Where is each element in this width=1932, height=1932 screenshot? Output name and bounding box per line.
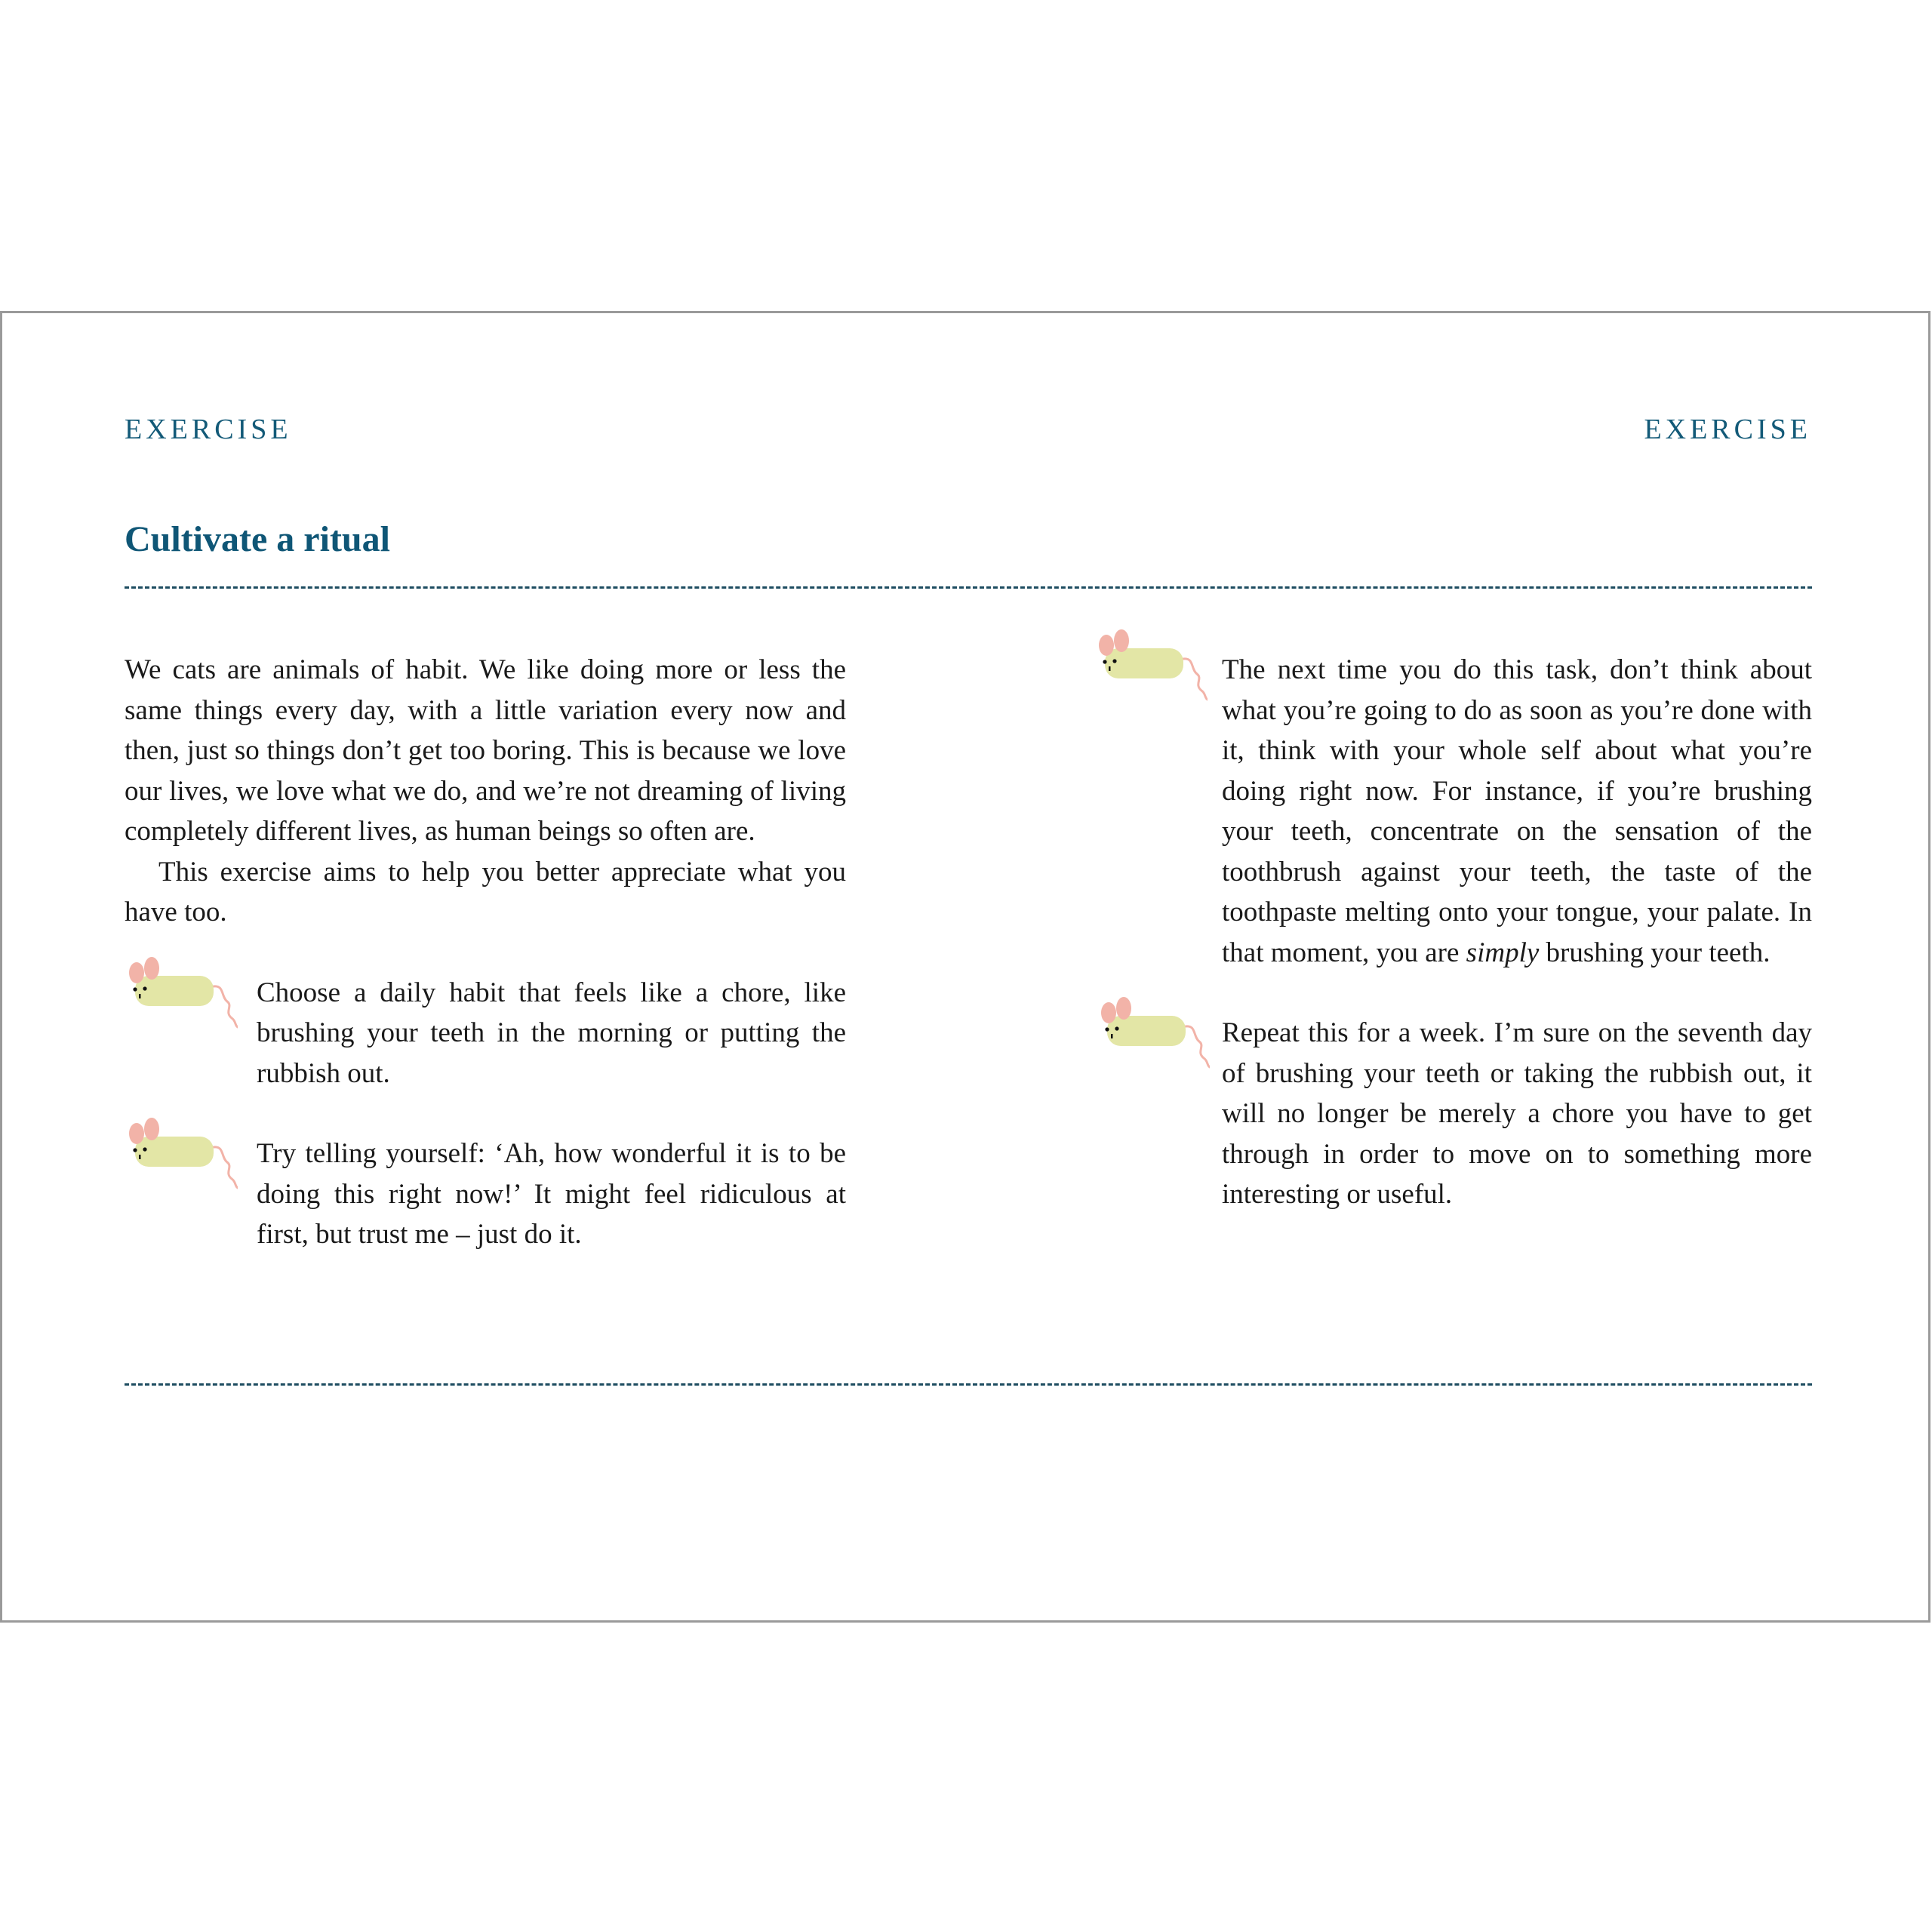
intro-paragraph: This exercise aims to help you better appreciate what you have too. xyxy=(125,856,846,928)
mouse-icon xyxy=(1094,629,1208,704)
dashed-divider-bottom xyxy=(125,1383,1812,1386)
running-head-right: EXERCISE xyxy=(1644,414,1811,445)
step-text-part: The next time you do this task, don’t think about what you’re going to do as soon as you’re done with it, think with your whole self about what you’re doing right now. For instance, if you’re brushing your teeth, concentrate on the sensation of the toothbrush against your teeth, the taste of the toothpaste melting onto your tongue, your palate. In that moment, you are xyxy=(1222,654,1812,968)
step-item xyxy=(125,1134,846,1255)
right-column xyxy=(1097,650,1812,1215)
mouse-icon xyxy=(1097,996,1210,1072)
step-text: Repeat this for a week. I’m sure on the seventh day of brushing your teeth or taking the rubbish out, it will no longer be merely a chore you have to get through in order to move on to something more interesting or useful. xyxy=(1222,1017,1812,1210)
step-text-part: brushing your teeth. xyxy=(1539,937,1770,968)
left-column xyxy=(125,650,846,1255)
step-item xyxy=(1097,1013,1812,1215)
step-text: Choose a daily habit that feels like a chore, like brushing your teeth in the morning or putting the rubbish out. xyxy=(257,977,846,1089)
emphasis-text: simply xyxy=(1466,937,1540,968)
book-spread xyxy=(0,311,1930,1623)
dashed-divider-top xyxy=(125,586,1812,589)
mouse-icon xyxy=(125,1117,238,1192)
step-item xyxy=(1097,650,1812,973)
step-item xyxy=(125,973,846,1094)
step-text xyxy=(1222,650,1812,973)
step-text: Try telling yourself: ‘Ah, how wonderful it is to be doing this right now!’ It might feel ridiculous at first, but trust me – just do it. xyxy=(257,1138,846,1250)
running-head-left: EXERCISE xyxy=(125,414,292,445)
mouse-icon xyxy=(125,956,238,1032)
page-title: Cultivate a ritual xyxy=(125,519,390,559)
intro-paragraph: We cats are animals of habit. We like doing more or less the same things every day, with a little variation every now and then, just so things don’t get too boring. This is because we love our lives, we love what we do, and we’re not dreaming of living completely different lives, as human beings so often are. xyxy=(125,654,846,847)
